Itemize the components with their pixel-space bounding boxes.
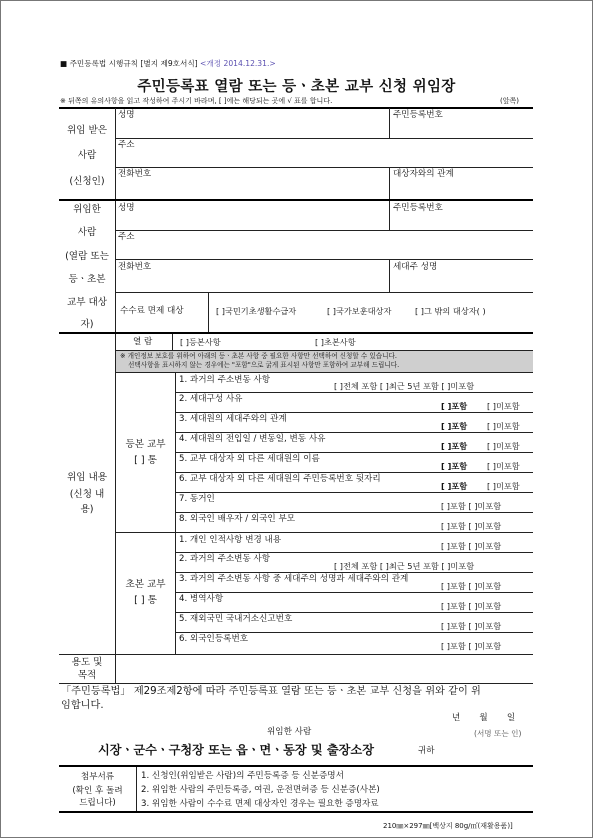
abstract-item-label: 4. 병역사항	[179, 594, 224, 604]
delegator-name-field[interactable]: 성명	[118, 203, 135, 213]
abstract-count-field[interactable]: [ ] 통	[134, 595, 157, 606]
delegate-label-2: 사람	[77, 150, 97, 161]
purpose-field[interactable]	[118, 657, 530, 681]
paper-spec: 210㎜×297㎜[백상지 80g/㎡(재활용품)]	[383, 822, 513, 830]
signature-field[interactable]: (서명 또는 인)	[474, 729, 522, 738]
householder-name-field[interactable]: 세대주 성명	[393, 262, 438, 272]
view-abstract-checkbox[interactable]: [ ]초본사항	[315, 337, 356, 347]
delegate-label-3: (신청인)	[69, 176, 105, 187]
purpose-label-2: 목적	[77, 670, 97, 681]
delegator-rrn-field[interactable]: 주민등록번호	[393, 203, 443, 213]
abstract-item-options[interactable]: [ ]전체 포함 [ ]최근 5년 포함 [ ]미포함	[334, 561, 475, 571]
attachments-label-3: 드립니다)	[79, 798, 116, 808]
delegator-address-field[interactable]: 주소	[118, 232, 135, 242]
delegator-label-3: (열람 또는	[65, 251, 109, 262]
copy-item-options[interactable]: [ ]전체 포함 [ ]최근 5년 포함 [ ]미포함	[334, 381, 475, 391]
copy-count-field[interactable]: [ ] 통	[134, 455, 157, 466]
copy-item-label: 2. 세대구성 사유	[179, 394, 243, 404]
delegate-address-field[interactable]: 주소	[118, 140, 135, 150]
fee-exempt-label: 수수료 면제 대상	[120, 306, 184, 316]
delegator-label-5: 교부 대상	[66, 297, 108, 308]
copy-item-exclude-checkbox[interactable]: [ ]미포함	[487, 481, 520, 491]
copy-item-include-checkbox[interactable]: [ ]포함	[441, 481, 468, 491]
view-label: 열 람	[133, 337, 153, 347]
abstract-item-label: 5. 재외국민 국내거소신고번호	[179, 614, 293, 624]
content-label: 위임 내용	[66, 472, 108, 483]
copy-item-options[interactable]: [ ]포함 [ ]미포함	[441, 521, 502, 531]
delegator-label-6: 자)	[80, 319, 94, 330]
purpose-label: 용도 및	[71, 657, 103, 668]
declaration-text: 「주민등록법」 제29조제2항에 따라 주민등록표 열람 또는 등ㆍ초본 교부 신청을 위와 같이 위	[61, 686, 481, 697]
abstract-item-label: 3. 과거의 주소변동 사항 중 세대주의 성명과 세대주와의 관계	[179, 574, 409, 584]
abstract-item-label: 1. 개인 인적사항 변경 내용	[179, 535, 282, 545]
front-side-label: (앞쪽)	[500, 97, 519, 105]
copy-item-include-checkbox[interactable]: [ ]포함	[441, 401, 468, 411]
privacy-note: ※ 개인정보 보호를 위하여 아래의 등ㆍ초본 사항 중 필요한 사항만 선택하여 신청할 수 있습니다.	[120, 352, 397, 360]
copy-item-exclude-checkbox[interactable]: [ ]미포함	[487, 461, 520, 471]
copy-item-exclude-checkbox[interactable]: [ ]미포함	[487, 401, 520, 411]
abstract-item-options[interactable]: [ ]포함 [ ]미포함	[441, 621, 502, 631]
copy-item-label: 6. 교부 대상자 외 다른 세대원의 주민등록번호 뒷자리	[179, 474, 381, 484]
delegate-label: 위임 받은	[66, 125, 108, 136]
view-copy-checkbox[interactable]: [ ]등본사항	[180, 337, 221, 347]
abstract-item-label: 6. 외국인등록번호	[179, 634, 249, 644]
delegator-phone-field[interactable]: 전화번호	[118, 262, 152, 272]
abstract-item-options[interactable]: [ ]포함 [ ]미포함	[441, 641, 502, 651]
abstract-item-options[interactable]: [ ]포함 [ ]미포함	[441, 601, 502, 611]
abstract-item-options[interactable]: [ ]포함 [ ]미포함	[441, 541, 502, 551]
delegate-name-field[interactable]: 성명	[118, 110, 135, 120]
copy-item-label: 8. 외국인 배우자 / 외국인 부모	[179, 514, 296, 524]
copy-item-include-checkbox[interactable]: [ ]포함	[441, 421, 468, 431]
delegator-signature-label: 위임한 사람	[267, 727, 312, 737]
copy-item-exclude-checkbox[interactable]: [ ]미포함	[487, 441, 520, 451]
attachments-label: 첨부서류	[80, 772, 115, 782]
copy-item-label: 7. 동거인	[179, 494, 215, 504]
declaration-text-2: 임합니다.	[61, 700, 104, 711]
copy-item-label: 1. 과거의 주소변동 사항	[179, 375, 271, 385]
copy-item-include-checkbox[interactable]: [ ]포함	[441, 461, 468, 471]
copy-item-options[interactable]: [ ]포함 [ ]미포함	[441, 501, 502, 511]
instructions-note: ※ 뒤쪽의 유의사항을 읽고 작성하여 주시기 바라며, [ ]에는 해당되는 곳에 √ 표를 합니다.	[60, 97, 333, 105]
abstract-item-label: 2. 과거의 주소변동 사항	[179, 554, 271, 564]
date-field[interactable]: 년 월 일	[452, 713, 516, 723]
attachment-item: 3. 위임한 사람이 수수료 면제 대상자인 경우는 필요한 증명자료	[141, 799, 379, 809]
delegate-relation-field[interactable]: 대상자와의 관계	[393, 169, 454, 179]
copy-item-label: 3. 세대원의 세대주와의 관계	[179, 414, 287, 424]
basic-livelihood-checkbox[interactable]: [ ]국민기초생활수급자	[216, 306, 297, 316]
veteran-checkbox[interactable]: [ ]국가보훈대상자	[327, 306, 392, 316]
content-label-3: 용)	[80, 504, 94, 515]
copy-item-exclude-checkbox[interactable]: [ ]미포함	[487, 421, 520, 431]
copy-item-label: 5. 교부 대상자 외 다른 세대원의 이름	[179, 454, 320, 464]
content-label-2: (신청 내	[69, 489, 105, 500]
delegate-rrn-field[interactable]: 주민등록번호	[393, 110, 443, 120]
copy-item-label: 4. 세대원의 전입일 / 변동일, 변동 사유	[179, 434, 326, 444]
addressee: 시장ㆍ군수ㆍ구청장 또는 읍ㆍ면ㆍ동장 및 출장소장	[98, 743, 374, 757]
attachments-label-2: (확인 후 돌려	[72, 786, 123, 796]
copy-item-include-checkbox[interactable]: [ ]포함	[441, 441, 468, 451]
abstract-issue-label: 초본 교부	[125, 579, 166, 590]
delegator-label: 위임한	[73, 204, 101, 215]
delegator-label-4: 등ㆍ초본	[68, 274, 106, 285]
abstract-item-options[interactable]: [ ]포함 [ ]미포함	[441, 581, 502, 591]
copy-issue-label: 등본 교부	[125, 439, 166, 450]
attachment-item: 2. 위임한 사람의 주민등록증, 여권, 운전면허증 등 신분증(사본)	[141, 785, 380, 795]
revision-note: <개정 2014.12.31.>	[200, 59, 276, 68]
delegate-phone-field[interactable]: 전화번호	[118, 169, 152, 179]
other-exempt-checkbox[interactable]: [ ]그 밖의 대상자( )	[415, 306, 486, 316]
attachment-item: 1. 신청인(위임받은 사람)의 주민등록증 등 신분증명서	[141, 771, 344, 781]
privacy-note-2: 선택사항을 표시하지 않는 경우에는 "포함"으로 굵게 표시된 사항만 포함하여 교부해 드립니다.	[128, 361, 400, 369]
addressee-suffix: 귀하	[418, 746, 435, 756]
law-reference: ■ 주민등록법 시행규칙 [별지 제9호서식] <개정 2014.12.31.>	[60, 59, 276, 68]
delegator-label-2: 사람	[77, 227, 97, 238]
page-title: 주민등록표 열람 또는 등ㆍ초본 교부 신청 위임장	[137, 79, 456, 95]
